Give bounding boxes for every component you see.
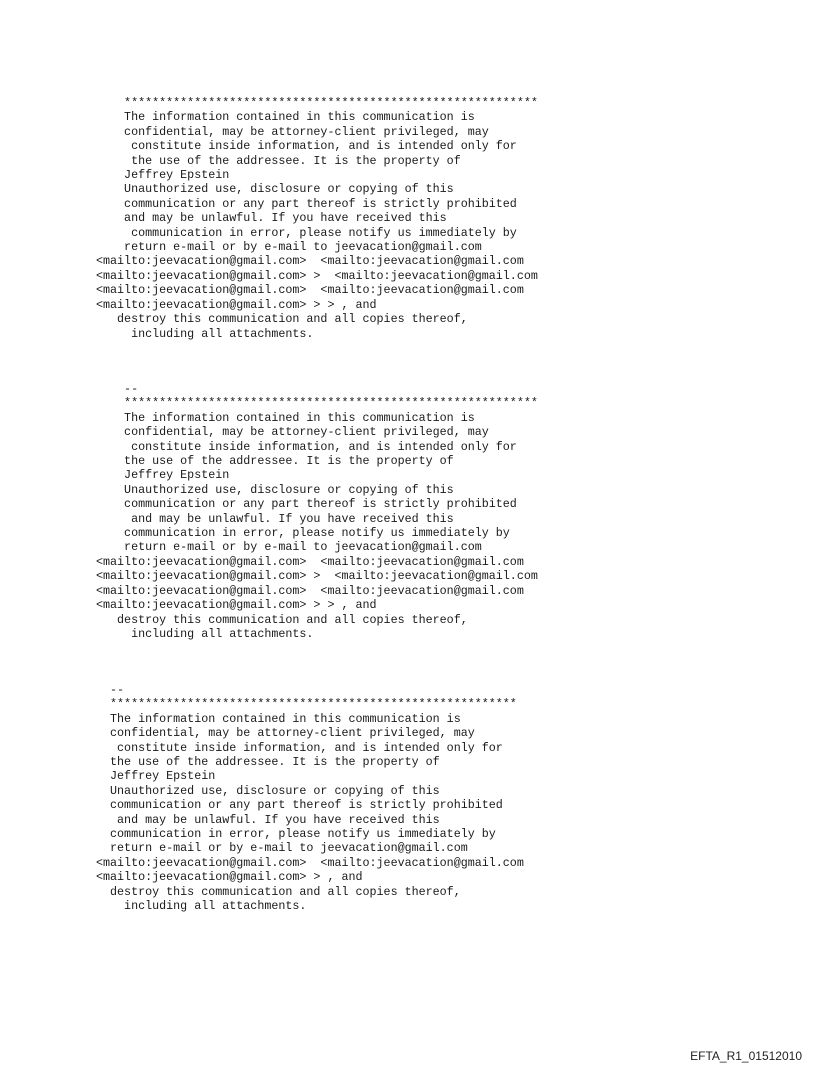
document-id-footer: EFTA_R1_01512010 <box>690 1049 802 1063</box>
disclaimer-block-3: -- ********************************************************** The information contained in this communication is confidential, may be attorney-client privileged, may constitute inside information, and is intended only for the use of the addressee. It is the property of Jeffrey Epstein Unauthorized use, disclosure or copying of this communication or any part thereof is strictly prohibited and may be unlawful. If you have received this communication in error, please notify us immediately by return e-mail or by e-mail to jeevacation@gmail.com <mailto:jeevacation@gmail.com> <mailto:jeevacation@gmail.com <mailto:jeevacation@gmail.com> > , and destroy this communication and all copies thereof, including all attachments. <box>96 683 524 914</box>
disclaimer-block-2: -- *********************************************************** The information contained in this communication is confidential, may be attorney-client privileged, may constitute inside information, and is intended only for the use of the addressee. It is the property of Jeffrey Epstein Unauthorized use, disclosure or copying of this communication or any part thereof is strictly prohibited and may be unlawful. If you have received this communication in error, please notify us immediately by return e-mail or by e-mail to jeevacation@gmail.com <mailto:jeevacation@gmail.com> <mailto:jeevacation@gmail.com <mailto:jeevacation@gmail.com> > <mailto:jeevacation@gmail.com <mailto:jeevacation@gmail.com> <mailto:jeevacation@gmail.com <mailto:jeevacation@gmail.com> > > , and destroy this communication and all copies thereof, including all attachments. <box>96 382 538 641</box>
disclaimer-block-1: *********************************************************** The information contained in this communication is confidential, may be attorney-client privileged, may constitute inside information, and is intended only for the use of the addressee. It is the property of Jeffrey Epstein Unauthorized use, disclosure or copying of this communication or any part thereof is strictly prohibited and may be unlawful. If you have received this communication in error, please notify us immediately by return e-mail or by e-mail to jeevacation@gmail.com <mailto:jeevacation@gmail.com> <mailto:jeevacation@gmail.com <mailto:jeevacation@gmail.com> > <mailto:jeevacation@gmail.com <mailto:jeevacation@gmail.com> <mailto:jeevacation@gmail.com <mailto:jeevacation@gmail.com> > > , and destroy this communication and all copies thereof, including all attachments. <box>96 96 538 341</box>
